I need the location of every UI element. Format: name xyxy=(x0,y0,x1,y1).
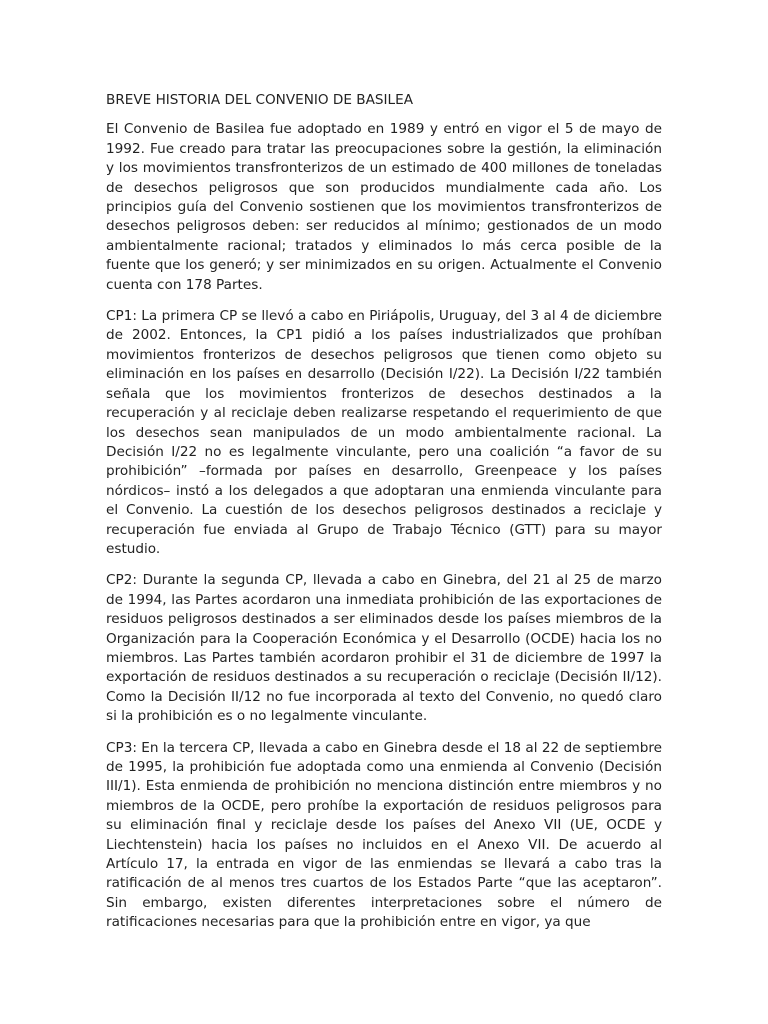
paragraph-cp3: CP3: En la tercera CP, llevada a cabo en Ginebra desde el 18 al 22 de septiembre de 1995, la prohibición fue adoptada como una enmienda al Convenio (Decisión III/1). Esta enmienda de prohibición no menciona distinción entre miembros y no miembros de la OCDE, pero prohíbe la exportación de residuos peligrosos para su eliminación final y reciclaje desde los países del Anexo VII (UE, OCDE y Liechtenstein) hacia los países no incluidos en el Anexo VII. De acuerdo al Artículo 17, la entrada en vigor de las enmiendas se llevará a cabo tras la ratificación de al menos tres cuartos de los Estados Parte “que las aceptaron”. Sin embargo, existen diferentes interpretaciones sobre el número de ratificaciones necesarias para que la prohibición entre en vigor, ya que xyxy=(106,739,662,931)
document-title: BREVE HISTORIA DEL CONVENIO DE BASILEA xyxy=(106,92,414,108)
paragraph-cp2: CP2: Durante la segunda CP, llevada a cabo en Ginebra, del 21 al 25 de marzo de 1994, las Partes acordaron una inmediata prohibición de las exportaciones de residuos peligrosos destinados a ser eliminados desde los países miembros de la Organización para la Cooperación Económica y el Desarrollo (OCDE) hacia los no miembros. Las Partes también acordaron prohibir el 31 de diciembre de 1997 la exportación de residuos destinados a su recuperación o reciclaje (Decisión II/12). Como la Decisión II/12 no fue incorporada al texto del Convenio, no quedó claro si la prohibición es o no legalmente vinculante. xyxy=(106,572,662,725)
paragraph-intro: El Convenio de Basilea fue adoptado en 1989 y entró en vigor el 5 de mayo de 1992. Fue creado para tratar las preocupaciones sobre la gestión, la eliminación y los movimientos transfronterizos de un estimado de 400 millones de toneladas de desechos peligrosos que son producidos mundialmente cada año. Los principios guía del Convenio sostienen que los movimientos transfronterizos de desechos peligrosos deben: ser reducidos al mínimo; gestionados de un modo ambientalmente racional; tratados y eliminados lo más cerca posible de la fuente que los generó; y ser minimizados en su origen. Actualmente el Convenio cuenta con 178 Partes. xyxy=(106,121,662,293)
document-page xyxy=(106,91,662,945)
paragraph-cp1: CP1: La primera CP se llevó a cabo en Piriápolis, Uruguay, del 3 al 4 de diciembre de 2002. Entonces, la CP1 pidió a los países industrializados que prohíban movimientos fronterizos de desechos peligrosos que tienen como objeto su eliminación en los países en desarrollo (Decisión I/22). La Decisión I/22 también señala que los movimientos fronterizos de desechos destinados a la recuperación y al reciclaje deben realizarse respetando el requerimiento de que los desechos sean manipulados de un modo ambientalmente racional. La Decisión I/22 no es legalmente vinculante, pero una coalición “a favor de su prohibición” –formada por países en desarrollo, Greenpeace y los países nórdicos– instó a los delegados a que adoptaran una enmienda vinculante para el Convenio. La cuestión de los desechos peligrosos destinados a reciclaje y recuperación fue enviada al Grupo de Trabajo Técnico (GTT) para su mayor estudio. xyxy=(106,308,662,557)
